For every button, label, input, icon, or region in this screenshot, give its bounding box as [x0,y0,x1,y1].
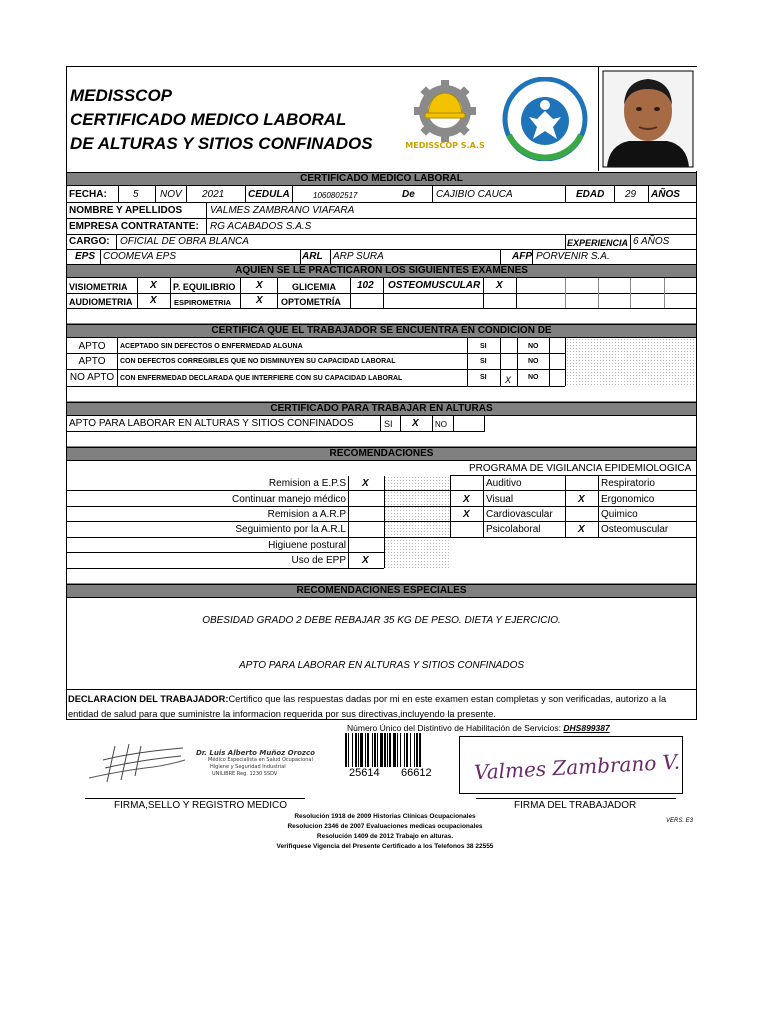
divider [630,234,631,249]
condition-code: NO APTO [69,372,115,383]
divider [598,278,599,308]
fecha-year: 2021 [202,189,225,200]
barcode-bar [416,733,418,767]
row-divider [67,293,696,294]
cargo-value: OFICIAL DE OBRA BLANCA [120,236,249,247]
program-item: Ergonomico [601,494,655,505]
barcode-number-right: 66612 [401,767,432,779]
doctor-signature [85,738,195,788]
row-divider [67,521,696,522]
barcode-bar [404,733,405,767]
section-exams-header: AQUIEN SE LE PRACTICARON LOS SIGUIENTES EXAMENES [67,264,696,278]
sign-label-right: FIRMA DEL TRABAJADOR [514,800,637,811]
row-divider [67,369,565,370]
exam-glicemia: GLICEMIA [292,282,336,292]
divider [630,278,631,308]
exam-optometria: OPTOMETRÍA [281,297,341,307]
rec-mark: X [362,478,369,489]
row-divider [67,552,384,553]
divider [100,249,101,264]
condition-desc: CON DEFECTOS CORREGIBLES QUE NO DISMINUYEN SU CAPACIDAD LABORAL [120,358,396,365]
barcode-bar [387,733,388,767]
section-recs-header: RECOMENDACIONES [67,447,696,461]
divider [565,186,566,202]
row-divider [67,568,384,569]
fecha-day: 5 [133,189,139,200]
cedula-value: 1060802517 [313,191,358,200]
exam-visiometria-mark: X [150,280,157,291]
condition-si: SI [480,374,487,381]
row-divider [67,308,696,309]
divider [598,476,599,537]
section-heights-header: CERTIFICADO PARA TRABAJAR EN ALTURAS [67,402,696,416]
shaded-area [566,338,696,386]
heights-text: APTO PARA LABORAR EN ALTURAS Y SITIOS CONFINADOS [69,418,354,429]
section-condition-header: CERTIFICA QUE EL TRABAJADOR SE ENCUENTRA EN CONDICION DE [67,324,696,338]
exam-osteomuscular-mark: X [496,280,503,291]
divider [565,278,566,308]
divider [380,416,381,431]
arl-value: ARP SURA [333,251,384,262]
barcode-bar [410,733,411,767]
divider [565,234,566,249]
exam-equilibrio: P. EQUILIBRIO [173,282,236,292]
resolution-line: Resolucion 2346 de 2007 Evaluaciones medicas ocupacionales [287,823,483,830]
eps-label: EPS [75,251,96,262]
row-divider [67,506,696,507]
worker-signature-box [459,736,683,794]
condition-no: NO [528,374,539,381]
exam-osteomuscular: OSTEOMUSCULAR [388,280,481,291]
program-mark: X [463,494,470,505]
barcode-bar [372,733,373,767]
divider [170,278,171,308]
special-line-1: OBESIDAD GRADO 2 DEBE REBAJAR 35 KG DE PESO. DIETA Y EJERCICIO. [202,615,561,626]
arl-label: ARL [302,251,323,262]
barcode-bar [380,733,383,767]
empresa-label: EMPRESA CONTRATANTE: [69,221,199,232]
certificate-title: CERTIFICADO MEDICO LABORAL [70,110,347,129]
rec-item: Continuar manejo médico [232,494,346,505]
condition-code: APTO [78,356,106,367]
divider [330,249,331,264]
cedula-label: CEDULA [248,189,290,200]
divider [549,338,550,386]
barcode-bar [419,733,421,767]
barcode-bar [406,733,408,767]
condition-code: APTO [78,341,106,352]
afp-label: AFP [512,251,532,262]
divider [400,416,401,431]
divider [350,278,351,308]
company-title: MEDISSCOP [70,86,173,105]
barcode-bar [374,733,376,767]
row-divider [67,537,696,538]
de-label: De [402,189,415,200]
row-divider [450,475,696,476]
eps-value: COOMEVA EPS [103,251,176,262]
barcode-bar [355,733,357,767]
city-value: CAJIBIO CAUCA [436,189,513,200]
divider [245,186,246,202]
divider [206,202,207,234]
divider [532,249,533,264]
condition-si: SI [480,358,487,365]
exam-espirometria: ESPIROMETRIA [174,298,232,307]
resolution-line: Verifiquese Vigencia del Presente Certificado a los Telefonos 38 22555 [276,843,494,850]
row-divider [67,202,696,203]
divider [483,278,484,308]
distintivo-code: DHS899387 [563,723,610,733]
program-item: Auditivo [486,478,522,489]
exam-audiometria-mark: X [150,295,157,306]
condition-desc: ACEPTADO SIN DEFECTOS O ENFERMEDAD ALGUNA [120,343,303,350]
declaration-text: Certifico que las respuestas dadas por mi en este examen estan completas y son verificadas, autorizo a la [228,694,667,704]
row-divider [67,234,696,235]
nombre-value: VALMES ZAMBRANO VIAFARA [210,205,355,216]
program-title: PROGRAMA DE VIGILANCIA EPIDEMIOLOGICA [469,463,692,474]
divider [500,249,501,264]
row-divider [67,386,565,387]
row-divider [67,353,565,354]
barcode-bar [377,733,378,767]
resolution-line: Resolución 1918 de 2009 Historias Clínicas Ocupacionales [294,813,476,820]
doctor-stamp [196,749,314,793]
row-divider [67,249,696,250]
section-cert-header: CERTIFICADO MEDICO LABORAL [67,172,696,186]
divider [614,186,615,202]
divider [240,278,241,308]
program-item: Cardiovascular [486,509,553,520]
worker-signature: Valmes Zambrano V. [473,749,681,785]
divider [384,476,385,568]
exam-audiometria: AUDIOMETRIA [69,297,133,307]
program-item: Respiratorio [601,478,655,489]
barcode-bar [384,733,386,767]
afp-value: PORVENIR S.A. [536,251,610,262]
divider [484,416,485,431]
condition-si: SI [480,343,487,350]
divider [467,338,468,386]
declaration-line-1 [68,692,666,706]
edad-value: 29 [625,189,637,200]
logo-text: MEDISSCOP S.A.S [405,141,485,150]
signature-line-left [85,798,305,799]
program-mark: X [578,494,585,505]
nombre-label: NOMBRE Y APELLIDOS [69,205,183,216]
distintivo-label: Número Único del Distintivo de Habilitación de Servicios: [347,723,562,733]
edad-label: EDAD [576,189,605,200]
barcode-bar [400,733,401,767]
certificate-subtitle: DE ALTURAS Y SITIOS CONFINADOS [70,134,373,153]
divider [116,234,117,249]
barcode-bar [414,733,415,767]
heights-no: NO [435,420,447,429]
divider [155,186,156,202]
signature-line-right [476,798,676,799]
declaration-line-2: entidad de salud para que suministre la informacion requerida por sus directivas,incluyendo la presente. [68,709,496,719]
experiencia-value: 6 AÑOS [633,236,670,247]
program-item: Quimico [601,509,638,520]
divider [292,186,293,202]
special-line-2: APTO PARA LABORAR EN ALTURAS Y SITIOS CONFINADOS [238,660,525,671]
rec-item: Higiuene postural [268,540,346,551]
barcode-bar [352,733,353,767]
resolutions [230,812,540,852]
divider [432,186,433,202]
divider [348,476,349,568]
sign-label-left: FIRMA,SELLO Y REGISTRO MEDICO [114,800,287,811]
divider [137,278,138,308]
divider [517,338,518,386]
barcode [343,733,457,767]
barcode-bar [358,733,359,767]
divider [277,278,278,308]
rec-item: Remision a A.R.P [267,509,346,520]
divider [118,186,119,202]
exam-equilibrio-mark: X [256,280,263,291]
row-divider [67,431,485,432]
fecha-label: FECHA: [69,189,107,200]
doctor-stamp-line: Médico Especialista en Salud Ocupacional [208,757,313,763]
divider [450,476,451,537]
row-divider [67,490,696,491]
divider [117,338,118,386]
section-special-header: RECOMENDACIONES ESPECIALES [67,584,696,598]
divider [565,476,566,537]
program-mark: X [463,509,470,520]
barcode-bar [360,733,363,767]
version-label: VERS. E3 [666,818,694,824]
rec-item: Uso de EPP [291,555,346,566]
divider [453,416,454,431]
doctor-stamp-line: Higiene y Seguridad Industrial [210,764,286,770]
rec-mark: X [362,555,369,566]
rec-item: Remision a E.P.S [268,478,346,489]
condition-no: NO [528,343,539,350]
barcode-bar [389,733,391,767]
heights-si: SI [384,419,393,429]
barcode-bar [393,733,396,767]
barcode-bar [367,733,369,767]
barcode-bar [348,733,349,767]
program-item: Osteomuscular [601,524,669,535]
divider [432,416,433,431]
program-mark: X [578,524,585,535]
cargo-label: CARGO: [69,236,110,247]
rec-item: Seguimiento por la A.R.L [235,524,346,535]
divider [186,186,187,202]
doctor-name: Dr. Luis Alberto Muñoz Orozco [196,749,315,757]
divider [664,278,665,308]
exam-glicemia-value: 102 [357,280,374,291]
experiencia-label: EXPERIENCIA [567,238,629,248]
program-item: Psicolaboral [486,524,541,535]
health-service-seal [501,77,589,161]
worker-photo [598,67,697,171]
divider [648,186,649,202]
empresa-value: RG ACABADOS S.A.S [210,221,312,232]
exam-visiometria: VISIOMETRIA [69,282,128,292]
divider [516,278,517,308]
divider [383,278,384,308]
barcode-bar [345,733,347,767]
heights-mark: X [412,418,419,429]
anos-label: AÑOS [651,189,680,200]
doctor-stamp-line: UNILIBRE Reg. 1230 SSDV [212,771,278,777]
condition-desc: CON ENFERMEDAD DECLARADA QUE INTERFIERE CON SU CAPACIDAD LABORAL [120,375,403,382]
barcode-bar [397,733,398,767]
row-divider [67,689,696,690]
declaration-label: DECLARACION DEL TRABAJADOR: [68,694,229,704]
barcode-number-left: 25614 [349,767,380,779]
divider [483,476,484,537]
divider [300,249,301,264]
resolution-line: Resolución 1409 de 2012 Trabajo en alturas. [316,833,454,840]
divider [500,338,501,386]
condition-no: NO [528,358,539,365]
program-item: Visual [486,494,514,505]
exam-espirometria-mark: X [256,295,263,306]
row-divider [67,218,696,219]
medisscop-logo [400,76,490,156]
fecha-month: NOV [160,189,182,200]
condition-mark: X [505,375,512,385]
barcode-bar [365,733,366,767]
